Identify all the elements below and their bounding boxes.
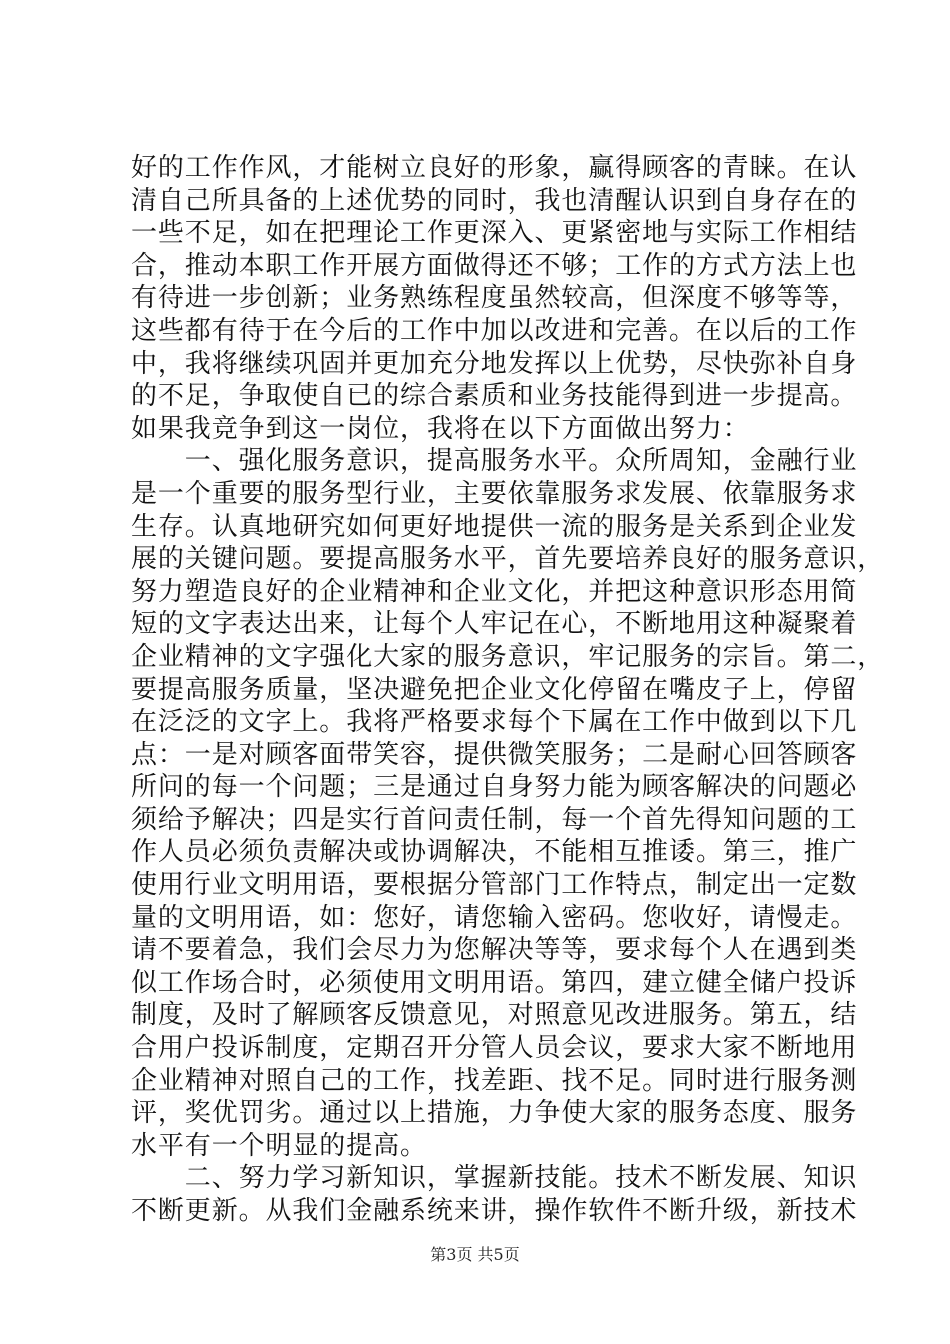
text-line: 是一个重要的服务型行业，主要依靠服务求发展、依靠服务求: [131, 478, 858, 509]
section-heading-line: 一、强化服务意识，提高服务水平。众所周知，金融行业: [131, 446, 858, 477]
document-body: [131, 152, 885, 1228]
text-line: 这些都有待于在今后的工作中加以改进和完善。在以后的工作: [131, 315, 858, 346]
text-line: 制度，及时了解顾客反馈意见，对照意见改进服务。第五，结: [131, 1000, 858, 1031]
text-line: 清自己所具备的上述优势的同时，我也清醒认识到自身存在的: [131, 185, 858, 216]
section-heading-line: 二、努力学习新知识，掌握新技能。技术不断发展、知识: [131, 1163, 858, 1194]
text-line: 企业精神对照自己的工作，找差距、找不足。同时进行服务测: [131, 1065, 858, 1096]
text-line: 如果我竞争到这一岗位，我将在以下方面做出努力：: [131, 413, 750, 444]
text-line: 作人员必须负责解决或协调解决，不能相互推诿。第三，推广: [131, 837, 858, 868]
text-line: 点：一是对顾客面带笑容，提供微笑服务；二是耐心回答顾客: [131, 739, 858, 770]
text-line: 水平有一个明显的提高。: [131, 1130, 427, 1161]
text-line: 的不足，争取使自已的综合素质和业务技能得到进一步提高。: [131, 381, 858, 412]
text-line: 量的文明用语，如：您好，请您输入密码。您收好，请慢走。: [131, 902, 858, 933]
text-line: 不断更新。从我们金融系统来讲，操作软件不断升级，新技术: [131, 1196, 858, 1226]
text-line: 一些不足，如在把理论工作更深入、更紧密地与实际工作相结: [131, 218, 858, 249]
text-line: 在泛泛的文字上。我将严格要求每个下属在工作中做到以下几: [131, 707, 858, 738]
text-line: 短的文字表达出来，让每个人牢记在心，不断地用这种凝聚着: [131, 609, 858, 640]
text-line: 须给予解决；四是实行首问责任制，每一个首先得知问题的工: [131, 804, 858, 835]
text-line: 展的关键问题。要提高服务水平，首先要培养良好的服务意识，: [131, 544, 885, 575]
text-line: 企业精神的文字强化大家的服务意识，牢记服务的宗旨。第二，: [131, 641, 885, 672]
text-line: 所问的每一个问题；三是通过自身努力能为顾客解决的问题必: [131, 772, 858, 803]
text-line: 好的工作作风，才能树立良好的形象，赢得顾客的青睐。在认: [131, 153, 858, 183]
text-line: 请不要着急，我们会尽力为您解决等等，要求每个人在遇到类: [131, 935, 858, 966]
text-line: 有待进一步创新；业务熟练程度虽然较高，但深度不够等等，: [131, 283, 858, 314]
text-line: 生存。认真地研究如何更好地提供一流的服务是关系到企业发: [131, 511, 858, 542]
text-line: 似工作场合时，必须使用文明用语。第四，建立健全储户投诉: [131, 967, 858, 998]
text-line: 努力塑造良好的企业精神和企业文化，并把这种意识形态用简: [131, 576, 858, 607]
text-line: 使用行业文明用语，要根据分管部门工作特点，制定出一定数: [131, 870, 858, 901]
page-number-footer: 第3页 共5页: [430, 1245, 520, 1264]
text-line: 合，推动本职工作开展方面做得还不够；工作的方式方法上也: [131, 250, 858, 281]
text-line: 评，奖优罚劣。通过以上措施，力争使大家的服务态度、服务: [131, 1098, 858, 1129]
text-line: 要提高服务质量，坚决避免把企业文化停留在嘴皮子上，停留: [131, 674, 858, 705]
text-line: 中，我将继续巩固并更加充分地发挥以上优势，尽快弥补自身: [131, 348, 858, 379]
text-line: 合用户投诉制度，定期召开分管人员会议，要求大家不断地用: [131, 1033, 858, 1064]
